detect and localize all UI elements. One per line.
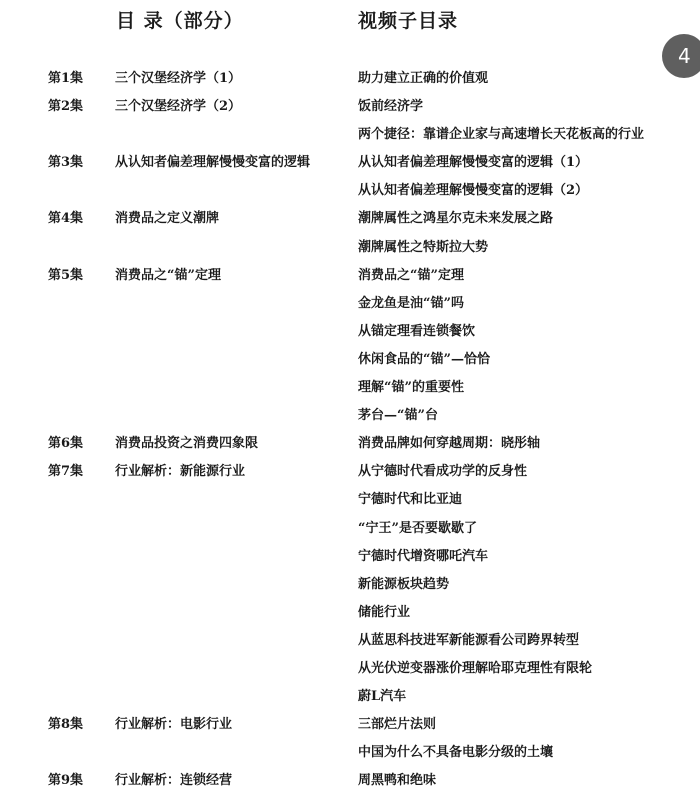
toc-row [0, 624, 700, 652]
sub-item-title: 从认知者偏差理解慢慢变富的逻辑（2） [358, 183, 589, 199]
episode-title: 消费品之“锚”定理 [115, 267, 221, 283]
toc-row [0, 596, 700, 624]
toc-row [0, 118, 700, 146]
toc-row [0, 343, 700, 371]
episode-title: 行业解析：电影行业 [115, 717, 233, 733]
sub-item-title: 茅台—“锚”台 [358, 408, 438, 424]
toc-row [0, 399, 700, 427]
toc-row [0, 259, 700, 287]
toc-row [0, 764, 700, 792]
video-subtoc-header: 视频子目录 [358, 10, 459, 32]
sub-item-title: 宁德时代增资哪吒汽车 [358, 548, 489, 564]
toc-row [0, 146, 700, 174]
sub-item-title: 消费品之“锚”定理 [358, 267, 464, 283]
toc-row [0, 512, 700, 540]
sub-item-title: 中国为什么不具备电影分级的土壤 [358, 745, 554, 761]
episode-title: 三个汉堡经济学（2） [115, 99, 242, 115]
episode-number: 第6集 [48, 436, 84, 452]
sub-item-title: 金龙鱼是油“锚”吗 [358, 295, 464, 311]
episode-number: 第3集 [48, 155, 84, 171]
sub-item-title: 潮牌属性之特斯拉大势 [358, 239, 489, 255]
toc-row [0, 371, 700, 399]
episode-number: 第9集 [48, 773, 84, 789]
sub-item-title: “宁王”是否要歇歇了 [358, 520, 477, 536]
sub-item-title: 休闲食品的“锚”—恰恰 [358, 351, 490, 367]
sub-item-title: 消费品牌如何穿越周期：晓彤轴 [358, 436, 541, 452]
toc-row [0, 680, 700, 708]
toc-row [0, 455, 700, 483]
sub-item-title: 两个捷径：靠谱企业家与高速增长天花板高的行业 [358, 127, 645, 143]
sub-item-title: 饭前经济学 [358, 99, 424, 115]
page-badge[interactable]: 4 [662, 34, 700, 78]
sub-item-title: 新能源板块趋势 [358, 576, 450, 592]
sub-item-title: 储能行业 [358, 604, 411, 620]
episode-title: 行业解析：连锁经营 [115, 773, 233, 789]
sub-item-title: 理解“锚”的重要性 [358, 380, 464, 396]
toc-header: 目 录（部分） [116, 10, 244, 32]
episode-title: 三个汉堡经济学（1） [115, 71, 242, 86]
episode-number: 第7集 [48, 464, 84, 480]
toc-row [0, 90, 700, 118]
sub-item-title: 从锚定理看连锁餐饮 [358, 323, 476, 339]
episode-number: 第4集 [48, 211, 84, 227]
episode-number: 第1集 [48, 71, 84, 86]
toc-row [0, 652, 700, 680]
sub-item-title: 三部烂片法则 [358, 717, 437, 733]
episode-number: 第5集 [48, 267, 84, 283]
sub-item-title: 助力建立正确的价值观 [358, 71, 489, 86]
toc-row [0, 483, 700, 511]
toc-row [0, 202, 700, 230]
sub-item-title: 从光伏逆变器涨价理解哈耶克理性有限轮 [358, 660, 593, 676]
episode-title: 从认知者偏差理解慢慢变富的逻辑 [115, 155, 311, 171]
sub-item-title: 周黑鸭和绝味 [358, 773, 437, 789]
toc-row [0, 736, 700, 764]
episode-title: 行业解析：新能源行业 [115, 464, 246, 480]
episode-number: 第2集 [48, 99, 84, 115]
sub-item-title: 潮牌属性之鸿星尔克未来发展之路 [358, 211, 554, 227]
toc-row [0, 174, 700, 202]
toc-row [0, 315, 700, 343]
toc-table [0, 62, 700, 792]
sub-item-title: 蔚L汽车 [358, 689, 407, 705]
toc-row [0, 568, 700, 596]
episode-title: 消费品投资之消费四象限 [115, 436, 259, 452]
episode-number: 第8集 [48, 717, 84, 733]
episode-title: 消费品之定义潮牌 [115, 211, 220, 227]
sub-item-title: 从宁德时代看成功学的反身性 [358, 464, 528, 480]
toc-row [0, 427, 700, 455]
sub-item-title: 宁德时代和比亚迪 [358, 492, 463, 508]
toc-row [0, 708, 700, 736]
toc-row [0, 540, 700, 568]
toc-row [0, 62, 700, 90]
sub-item-title: 从蓝思科技进军新能源看公司跨界转型 [358, 632, 580, 648]
toc-row [0, 287, 700, 315]
toc-row [0, 231, 700, 259]
sub-item-title: 从认知者偏差理解慢慢变富的逻辑（1） [358, 155, 589, 171]
